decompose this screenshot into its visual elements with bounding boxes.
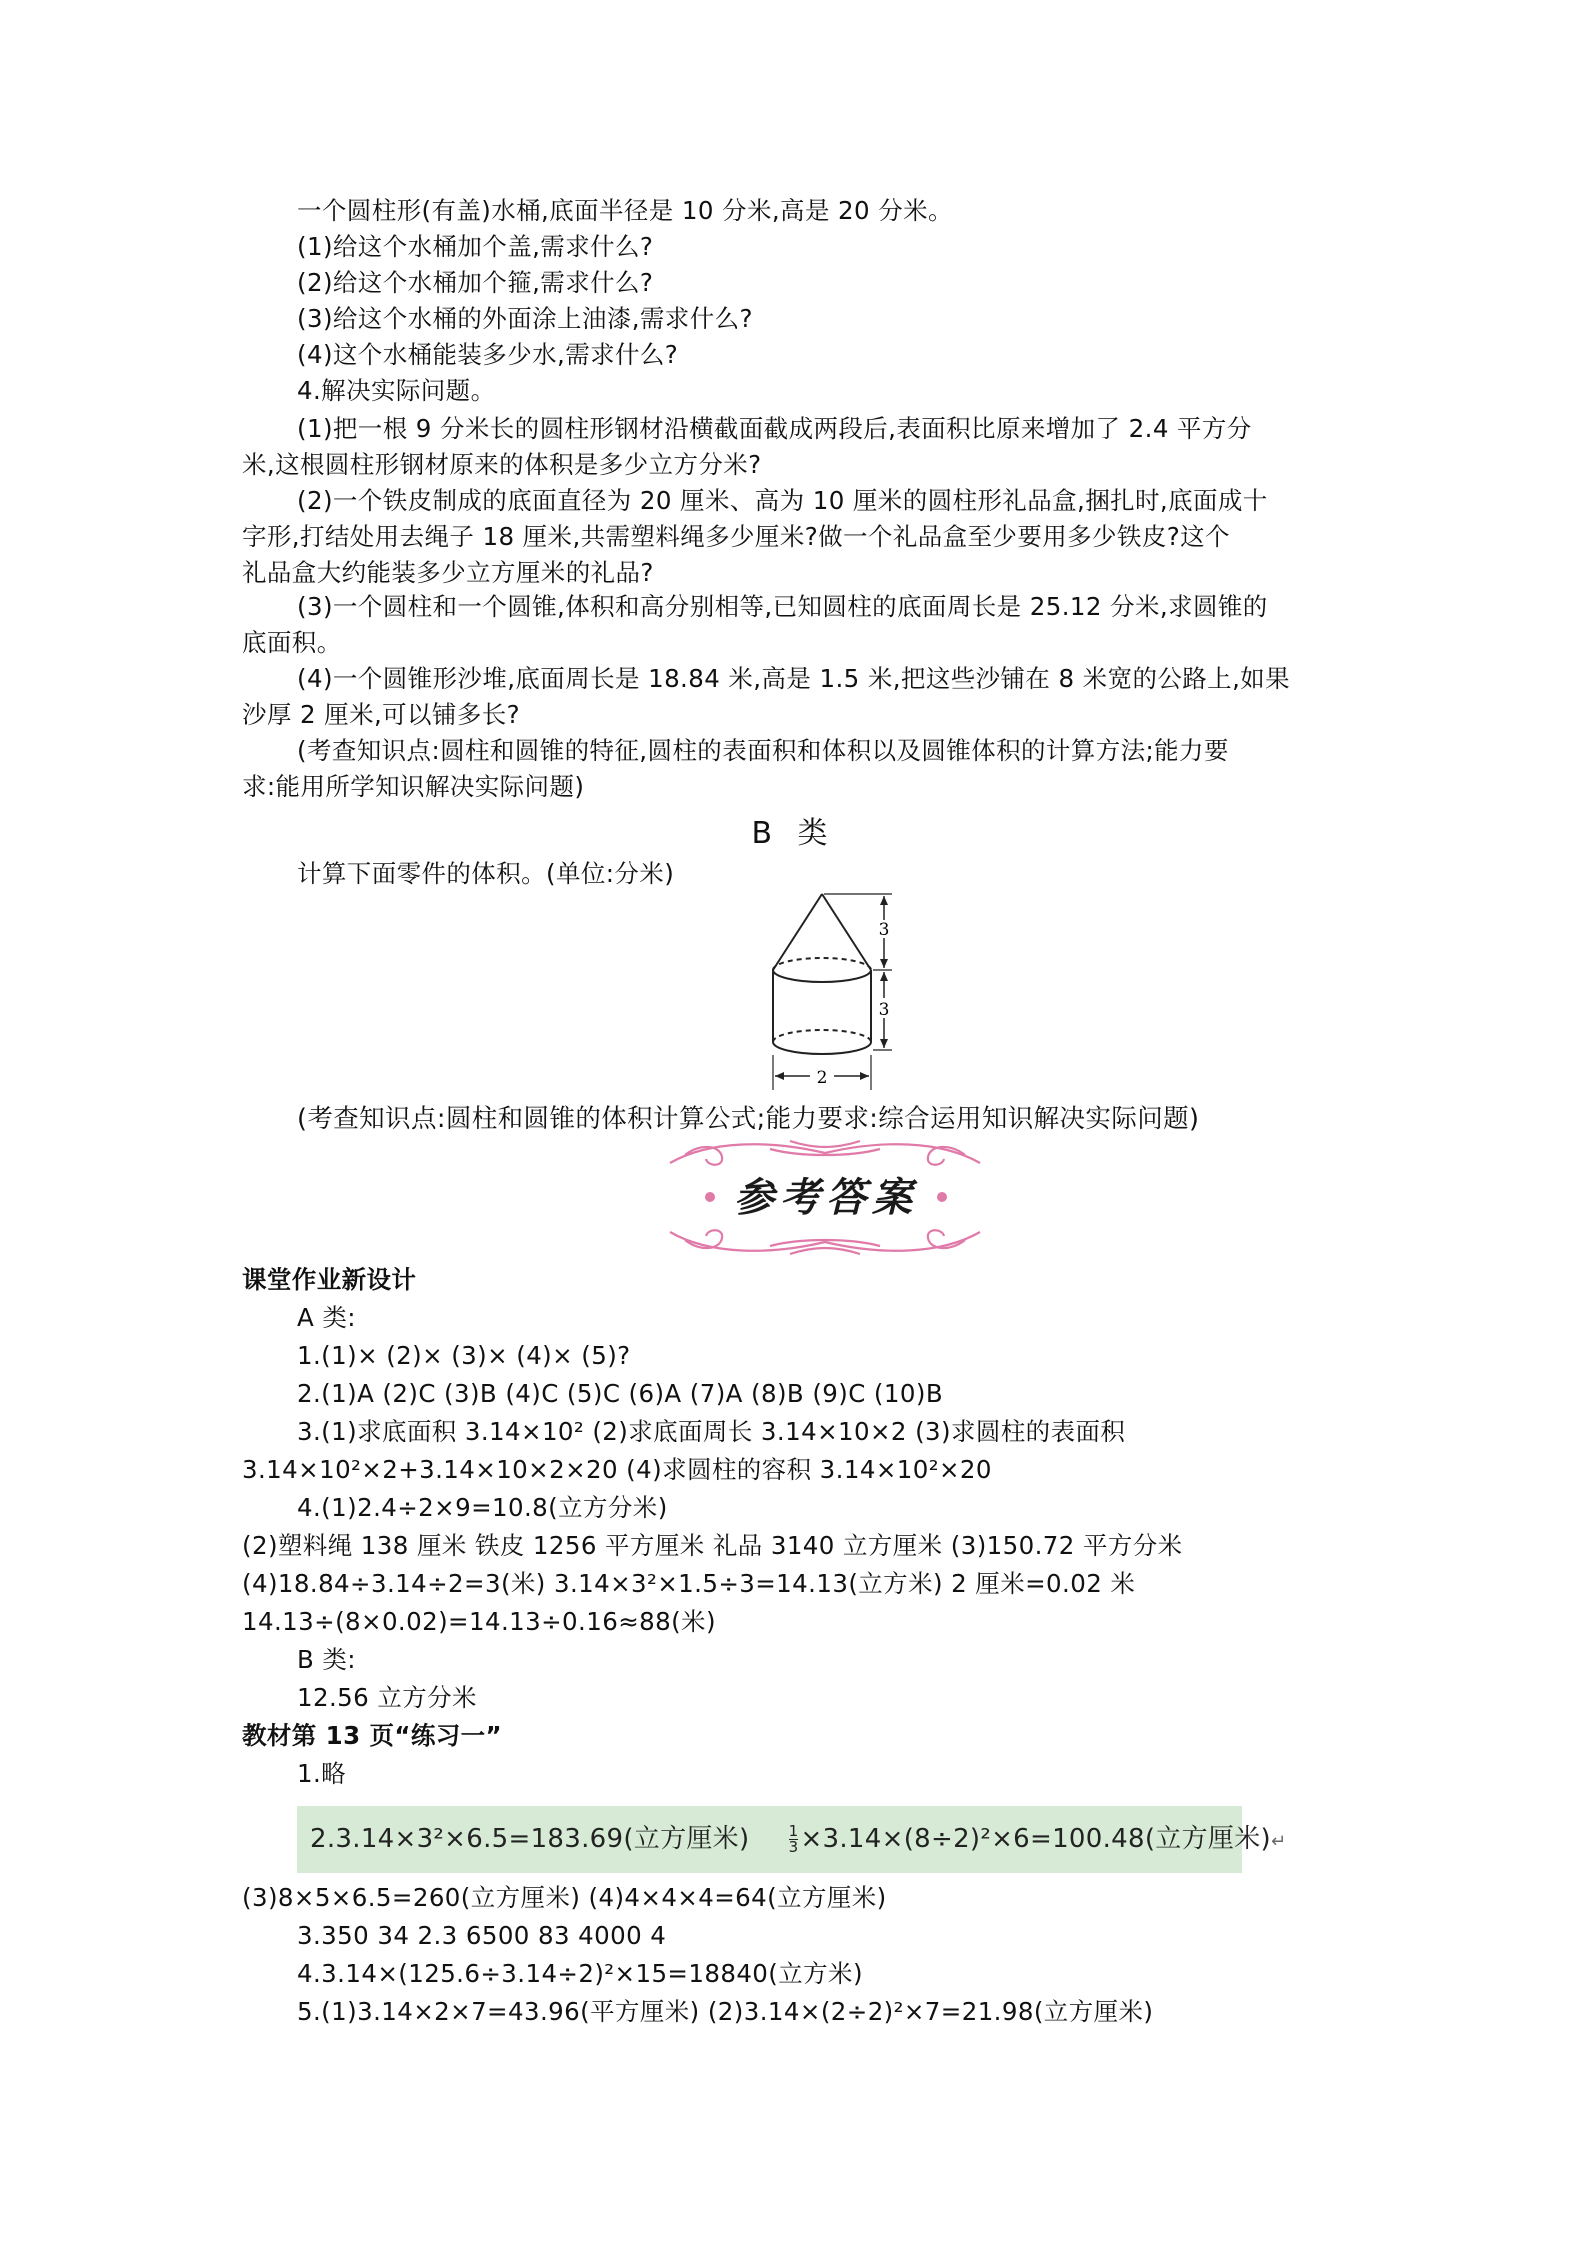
note-a-line-2: 求:能用所学知识解决实际问题) [242,772,585,801]
answers-a2: 2.(1)A (2)C (3)B (4)C (5)C (6)A (7)A (8)B (9)C (10)B [297,1379,944,1408]
banner-right-dot [937,1192,947,1202]
one-third-fraction: $\frac{1}{3}$ [788,1822,799,1856]
bucket-intro: 一个圆柱形(有盖)水桶,底面半径是 10 分米,高是 20 分米。 [297,196,953,225]
return-mark-icon: ↵ [1270,1831,1287,1852]
banner-left-dot [705,1192,715,1202]
problem-2-line-2: 字形,打结处用去绳子 18 厘米,共需塑料绳多少厘米?做一个礼品盒至少要用多少铁皮?这个 [242,522,1230,551]
bucket-question-1: (1)给这个水桶加个盖,需求什么? [297,232,654,261]
textbook-1: 1.略 [297,1759,347,1788]
answers-a3-line-2: 3.14×10²×2+3.14×10×2×20 (4)求圆柱的容积 3.14×10²×20 [242,1455,992,1484]
textbook-2-part-2: ×3.14×(8÷2)²×6=100.48(立方厘米) [800,1824,1271,1854]
problem-1-line-1: (1)把一根 9 分米长的圆柱形钢材沿横截面截成两段后,表面积比原来增加了 2.4 平方分 [297,414,1252,443]
answers-a1: 1.(1)× (2)× (3)× (4)× (5)? [297,1341,631,1370]
cylinder-top-front [773,970,871,982]
answers-a4-line-4: 14.13÷(8×0.02)=14.13÷0.16≈88(米) [242,1607,716,1636]
problem-1-line-2: 米,这根圆柱形钢材原来的体积是多少立方分米? [242,450,762,479]
cylinder-top-back [773,958,871,970]
problem-3-line-2: 底面积。 [242,628,342,657]
problem-2-line-1: (2)一个铁皮制成的底面直径为 20 厘米、高为 10 厘米的圆柱形礼品盒,捆扎时,底面成十 [297,486,1268,515]
bucket-question-2: (2)给这个水桶加个箍,需求什么? [297,268,654,297]
answer-banner [650,1135,1000,1260]
problem-4-line-1: (4)一个圆锥形沙堆,底面周长是 18.84 米,高是 1.5 米,把这些沙铺在 8 米宽的公路上,如果 [297,664,1291,693]
heading-textbook: 教材第 13 页“练习一” [242,1721,503,1750]
answers-b-label: B 类: [297,1645,356,1674]
cone-height-label: 3 [878,920,890,940]
cylinder-bottom-back [773,1030,871,1042]
textbook-3: 3.350 34 2.3 6500 83 4000 4 [297,1921,667,1950]
answers-a4-line-3: (4)18.84÷3.14÷2=3(米) 3.14×3²×1.5÷3=14.13(立方米) 2 厘米=0.02 米 [242,1569,1136,1598]
textbook-5: 5.(1)3.14×2×7=43.96(平方厘米) (2)3.14×(2÷2)²×7=21.98(立方厘米) [297,1997,1154,2026]
bucket-question-3: (3)给这个水桶的外面涂上油漆,需求什么? [297,304,753,333]
note-b: (考查知识点:圆柱和圆锥的体积计算公式;能力要求:综合运用知识解决实际问题) [297,1104,1200,1134]
answers-b: 12.56 立方分米 [297,1683,477,1712]
answers-a4-line-2: (2)塑料绳 138 厘米 铁皮 1256 平方厘米 礼品 3140 立方厘米 (3)150.72 平方分米 [242,1531,1183,1560]
cylinder-height-label: 3 [878,1000,890,1020]
answers-a4-line-1: 4.(1)2.4÷2×9=10.8(立方分米) [297,1493,668,1522]
b-category-title: B 类 [751,816,836,851]
answers-a-label: A 类: [297,1303,356,1332]
diameter-label: 2 [816,1068,828,1088]
textbook-2 [310,1806,1286,1875]
bucket-question-4: (4)这个水桶能装多少水,需求什么? [297,340,679,369]
note-a-line-1: (考查知识点:圆柱和圆锥的特征,圆柱的表面积和体积以及圆锥体积的计算方法;能力要 [297,736,1229,765]
section-4-title: 4.解决实际问题。 [297,376,496,405]
banner-title: 参考答案 [734,1174,918,1221]
textbook-4: 4.3.14×(125.6÷3.14÷2)²×15=18840(立方米) [297,1959,863,1988]
cylinder-bottom-front [773,1042,871,1054]
textbook-2-part-1: 2.3.14×3²×6.5=183.69(立方厘米) [310,1824,750,1854]
b-question: 计算下面零件的体积。(单位:分米) [297,859,675,888]
problem-2-line-3: 礼品盒大约能装多少立方厘米的礼品? [242,558,654,587]
part-figure [750,890,900,1095]
problem-4-line-2: 沙厚 2 厘米,可以铺多长? [242,700,521,729]
problem-3-line-1: (3)一个圆柱和一个圆锥,体积和高分别相等,已知圆柱的底面周长是 25.12 分米,求圆锥的 [297,592,1268,621]
heading-classwork: 课堂作业新设计 [242,1265,417,1294]
textbook-2-line-2: (3)8×5×6.5=260(立方厘米) (4)4×4×4=64(立方厘米) [242,1883,887,1912]
answers-a3-line-1: 3.(1)求底面积 3.14×10² (2)求底面周长 3.14×10×2 (3)求圆柱的表面积 [297,1417,1126,1446]
